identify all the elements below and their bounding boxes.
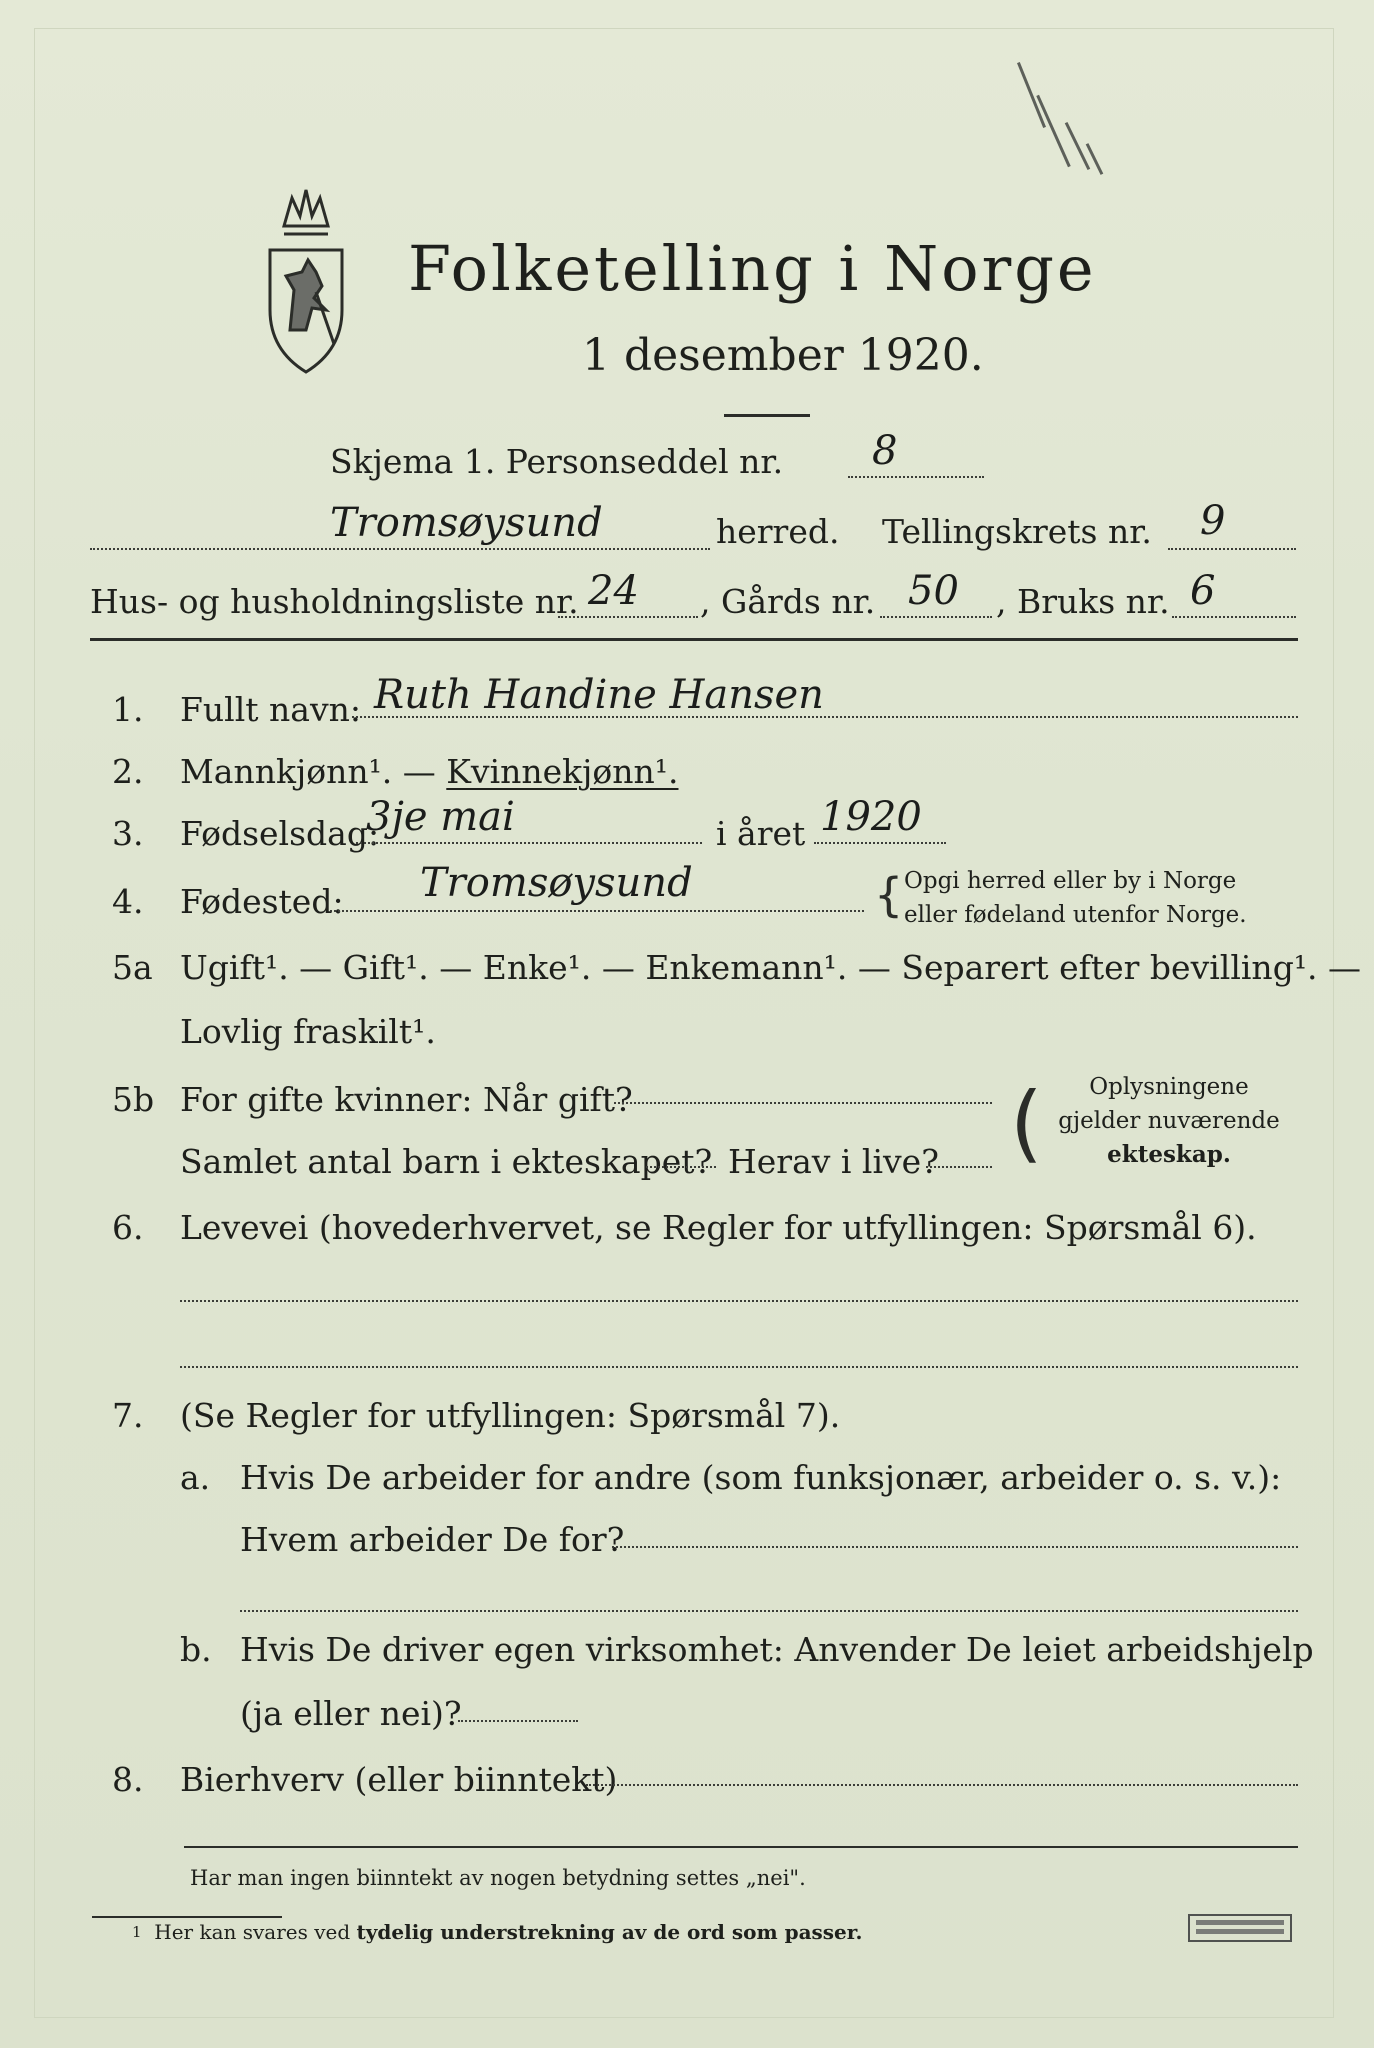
q6-label: Levevei (hovederhvervet, se Regler for utfyllingen: Spørsmål 6). bbox=[180, 1208, 1257, 1247]
q7a-line1: Hvis De arbeider for andre (som funksjonær, arbeider o. s. v.): bbox=[240, 1458, 1282, 1497]
footnote bbox=[132, 1920, 862, 1944]
q4-note-line1: Opgi herred eller by i Norge bbox=[904, 868, 1237, 894]
q5a-number: 5a bbox=[112, 948, 153, 987]
tellingskrets-label: Tellingskrets nr. bbox=[882, 512, 1152, 551]
q5b-line2b: Herav i live? bbox=[728, 1142, 939, 1181]
q5b-note-line3: ekteskap. bbox=[1107, 1141, 1231, 1168]
q5b-number: 5b bbox=[112, 1080, 155, 1119]
q1-number: 1. bbox=[112, 690, 144, 729]
biinntekt-note: Har man ingen biinntekt av nogen betydning settes „nei". bbox=[190, 1866, 806, 1890]
title-divider bbox=[724, 414, 810, 417]
q5b-note-line2: gjelder nuværende bbox=[1058, 1108, 1280, 1134]
option-kvinnekjonn[interactable]: Kvinnekjønn¹. bbox=[446, 752, 679, 791]
footnote-text-a: Her kan svares ved bbox=[154, 1920, 357, 1944]
q4-note-line2: eller fødeland utenfor Norge. bbox=[904, 902, 1247, 928]
q5b-line2a: Samlet antal barn i ekteskapet? bbox=[180, 1142, 713, 1181]
q5b-brace: ( bbox=[1010, 1074, 1043, 1172]
q6-line1[interactable] bbox=[180, 1300, 1298, 1302]
q7-number: 7. bbox=[112, 1396, 144, 1435]
q5b-alive-line bbox=[926, 1166, 992, 1168]
q5b-children-line bbox=[646, 1166, 716, 1168]
hus-value[interactable]: 24 bbox=[588, 568, 639, 614]
footnote-rule bbox=[92, 1916, 282, 1918]
q4-number: 4. bbox=[112, 882, 144, 921]
q8-line1[interactable] bbox=[586, 1784, 1298, 1786]
q5b-married-line bbox=[614, 1102, 992, 1104]
q5b-note-line1: Oplysningene bbox=[1089, 1074, 1249, 1100]
herred-line bbox=[90, 548, 710, 550]
q7b-letter: b. bbox=[180, 1630, 212, 1669]
tellingskrets-value[interactable]: 9 bbox=[1200, 498, 1226, 544]
q7-label: (Se Regler for utfyllingen: Spørsmål 7). bbox=[180, 1396, 841, 1435]
q8-label: Bierhverv (eller biinntekt) bbox=[180, 1760, 618, 1799]
q7a-extra-line[interactable] bbox=[240, 1610, 1298, 1612]
footnote-text-b: tydelig understrekning av de ord som passer. bbox=[356, 1920, 863, 1944]
q1-label: Fullt navn: bbox=[180, 690, 361, 729]
hus-label: Hus- og husholdningsliste nr. bbox=[90, 582, 579, 621]
q5b-note bbox=[1044, 1070, 1294, 1172]
bruks-line bbox=[1172, 616, 1296, 618]
q4-note bbox=[904, 864, 1247, 932]
q5a-line2[interactable]: Lovlig fraskilt¹. bbox=[180, 1012, 436, 1051]
norwegian-lion-coat-of-arms-icon bbox=[256, 180, 356, 380]
header-rule bbox=[90, 638, 1298, 641]
q7b-answer-line[interactable] bbox=[458, 1720, 578, 1722]
personseddel-value[interactable]: 8 bbox=[872, 428, 898, 474]
herred-value[interactable]: Tromsøysund bbox=[330, 500, 603, 546]
personseddel-line bbox=[848, 476, 984, 478]
q3-line bbox=[356, 842, 702, 844]
q6-number: 6. bbox=[112, 1208, 144, 1247]
q4-line bbox=[330, 910, 864, 912]
option-separator: — bbox=[392, 752, 447, 791]
q7a-employer-line[interactable] bbox=[612, 1546, 1298, 1548]
year-line bbox=[814, 842, 946, 844]
q3-number: 3. bbox=[112, 814, 144, 853]
q5b-line1: For gifte kvinner: Når gift? bbox=[180, 1080, 633, 1119]
form-title: Folketelling i Norge bbox=[408, 232, 1097, 305]
gards-value[interactable]: 50 bbox=[908, 568, 959, 614]
q2-number: 2. bbox=[112, 752, 144, 791]
birthday-value[interactable]: 3je mai bbox=[366, 794, 515, 840]
q7a-line2: Hvem arbeider De for? bbox=[240, 1520, 625, 1559]
census-date: 1 desember 1920. bbox=[582, 330, 984, 381]
q5a-line1[interactable]: Ugift¹. — Gift¹. — Enke¹. — Enkemann¹. — Separert efter bevilling¹. — bbox=[180, 948, 1362, 987]
q6-line2[interactable] bbox=[180, 1366, 1298, 1368]
gards-line bbox=[880, 616, 992, 618]
q7a-letter: a. bbox=[180, 1458, 211, 1497]
option-mannkjonn[interactable]: Mannkjønn¹. bbox=[180, 752, 393, 791]
herred-label: herred. bbox=[716, 512, 840, 551]
gards-label: , Gårds nr. bbox=[700, 582, 876, 621]
printer-stamp bbox=[1188, 1914, 1292, 1942]
bruks-value[interactable]: 6 bbox=[1190, 568, 1216, 614]
tellingskrets-line bbox=[1168, 548, 1296, 550]
q3-label: Fødselsdag: bbox=[180, 814, 380, 853]
q2-options bbox=[180, 752, 679, 791]
q4-brace: { bbox=[874, 868, 904, 922]
birthplace-value[interactable]: Tromsøysund bbox=[420, 860, 693, 906]
q7b-line1: Hvis De driver egen virksomhet: Anvender De leiet arbeidshjelp bbox=[240, 1630, 1314, 1669]
q4-label: Fødested: bbox=[180, 882, 344, 921]
full-name-value[interactable]: Ruth Handine Hansen bbox=[374, 672, 824, 718]
year-label: i året bbox=[716, 814, 806, 853]
birth-year-value[interactable]: 1920 bbox=[820, 794, 922, 840]
skjema-label: Skjema 1. Personseddel nr. bbox=[330, 442, 784, 481]
footnote-number: 1 bbox=[132, 1923, 142, 1941]
hus-line bbox=[558, 616, 698, 618]
q8-line2[interactable] bbox=[184, 1846, 1298, 1848]
q7b-line2: (ja eller nei)? bbox=[240, 1694, 462, 1733]
q8-number: 8. bbox=[112, 1760, 144, 1799]
bruks-label: , Bruks nr. bbox=[996, 582, 1170, 621]
